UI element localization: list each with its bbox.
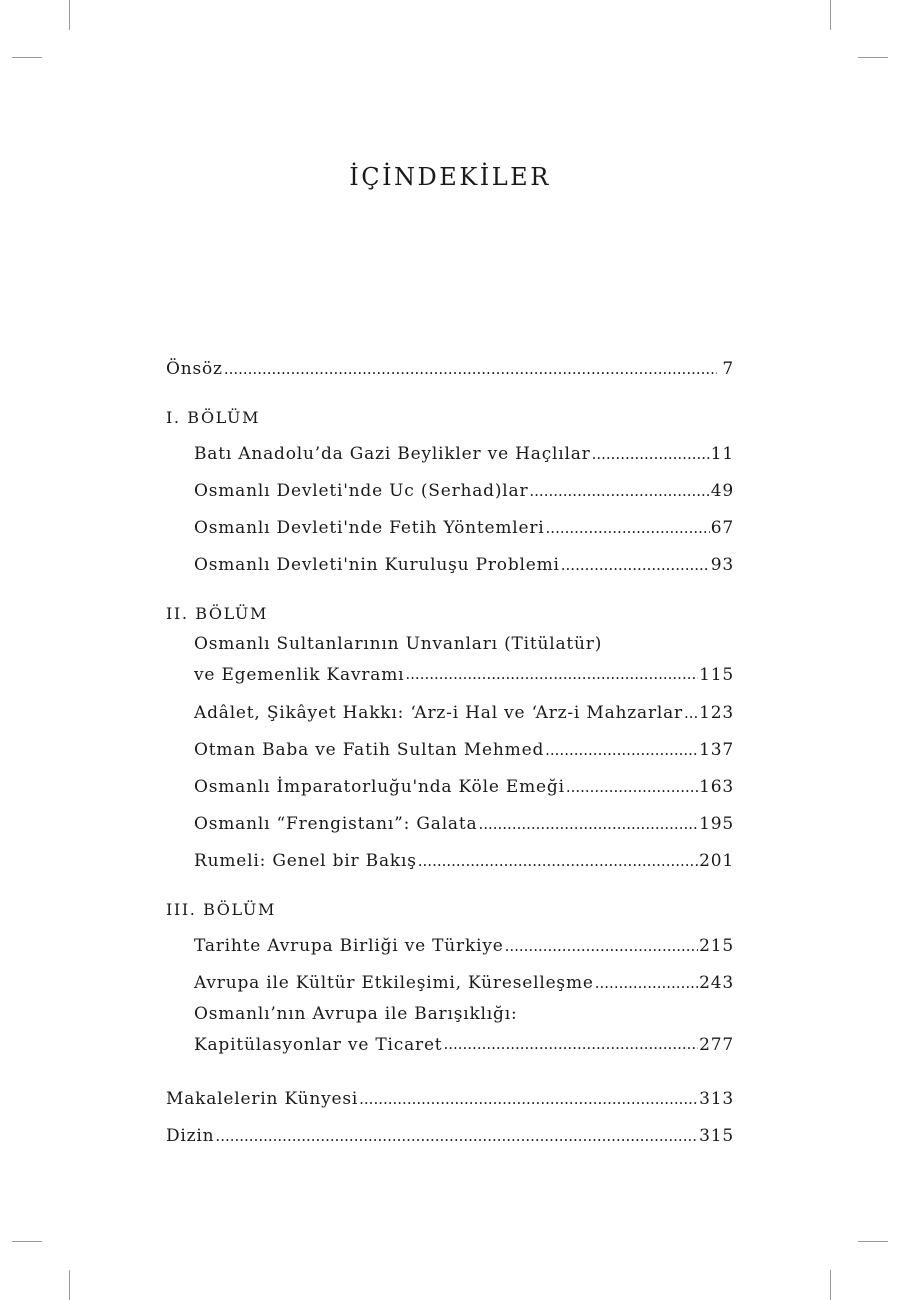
crop-mark bbox=[858, 1241, 888, 1242]
toc-entry-page: 11 bbox=[710, 443, 734, 464]
dot-leader bbox=[224, 360, 718, 378]
toc-entry-page: 243 bbox=[699, 972, 734, 993]
toc-entry-page: 67 bbox=[710, 517, 734, 538]
toc-entry-page: 7 bbox=[722, 358, 734, 379]
crop-mark bbox=[69, 0, 70, 30]
dot-leader bbox=[592, 445, 710, 463]
dot-leader bbox=[684, 704, 698, 722]
crop-mark bbox=[12, 1241, 42, 1242]
toc-entry-page: 277 bbox=[699, 1035, 734, 1055]
toc-entry-back-matter[interactable] bbox=[166, 1080, 734, 1117]
toc-entry-page: 93 bbox=[710, 554, 734, 575]
toc-entry[interactable] bbox=[166, 546, 734, 583]
toc-entry-title-line1: Osmanlı Sultanlarının Unvanları (Titülatür) bbox=[194, 634, 603, 654]
dot-leader bbox=[359, 1090, 698, 1108]
toc-entry[interactable] bbox=[166, 805, 734, 842]
page-title: İÇİNDEKİLER bbox=[349, 163, 551, 191]
toc-entry[interactable] bbox=[166, 435, 734, 472]
dot-leader bbox=[443, 1035, 698, 1055]
dot-leader bbox=[505, 937, 699, 955]
crop-mark bbox=[830, 0, 831, 30]
toc-entry[interactable] bbox=[166, 964, 734, 1001]
toc-entry-title-line1: Osmanlı’nın Avrupa ile Barışıklığı: bbox=[194, 1004, 518, 1024]
toc-entry[interactable] bbox=[166, 631, 734, 694]
toc-entry-page: 163 bbox=[699, 776, 734, 797]
crop-mark bbox=[69, 1270, 70, 1300]
crop-mark bbox=[858, 57, 888, 58]
toc-entry-title: Rumeli: Genel bir Bakış bbox=[194, 850, 417, 871]
dot-leader bbox=[478, 815, 698, 833]
toc-entry-title: Avrupa ile Kültür Etkileşimi, Küreselleşme bbox=[194, 972, 594, 993]
dot-leader bbox=[546, 519, 710, 537]
section-heading: II. BÖLÜM bbox=[166, 603, 269, 623]
toc-entry[interactable] bbox=[166, 731, 734, 768]
toc-entry-page: 215 bbox=[699, 935, 734, 956]
toc-entry-title: Osmanlı İmparatorluğu'nda Köle Emeği bbox=[194, 776, 565, 797]
toc-entry-page: 315 bbox=[699, 1125, 734, 1146]
toc-entry-title: Makalelerin Künyesi bbox=[166, 1088, 359, 1109]
toc-entry[interactable] bbox=[166, 694, 734, 731]
toc-entry-title: Osmanlı “Frengistanı”: Galata bbox=[194, 813, 478, 834]
toc-entry-title: Tarihte Avrupa Birliği ve Türkiye bbox=[194, 935, 504, 956]
toc-entry[interactable] bbox=[166, 842, 734, 879]
table-of-contents bbox=[166, 350, 734, 1154]
dot-leader bbox=[529, 482, 709, 500]
toc-entry-title: Adâlet, Şikâyet Hakkı: ‘Arz-i Hal ve ‘Arz-i Mahzarlar bbox=[194, 702, 683, 723]
toc-entry-title: Dizin bbox=[166, 1125, 215, 1146]
crop-mark bbox=[12, 57, 42, 58]
toc-entry-page: 137 bbox=[699, 739, 734, 760]
toc-entry-title-line2: Kapitülasyonlar ve Ticaret bbox=[194, 1035, 443, 1055]
toc-entry[interactable] bbox=[166, 509, 734, 546]
dot-leader bbox=[405, 665, 698, 685]
toc-entry-title: Osmanlı Devleti'nde Fetih Yöntemleri bbox=[194, 517, 545, 538]
toc-entry-page: 123 bbox=[699, 702, 734, 723]
toc-entry-title: Osmanlı Devleti'nin Kuruluşu Problemi bbox=[194, 554, 560, 575]
section-heading: I. BÖLÜM bbox=[166, 407, 261, 427]
dot-leader bbox=[215, 1127, 698, 1145]
toc-entry-preface[interactable] bbox=[166, 350, 734, 387]
dot-leader bbox=[595, 974, 698, 992]
toc-entry-page: 49 bbox=[710, 480, 734, 501]
toc-entry-title: Osmanlı Devleti'nde Uc (Serhad)lar bbox=[194, 480, 529, 501]
dot-leader bbox=[418, 852, 698, 870]
dot-leader bbox=[561, 556, 710, 574]
toc-entry-title: Otman Baba ve Fatih Sultan Mehmed bbox=[194, 739, 545, 760]
toc-entry-page: 115 bbox=[699, 665, 734, 685]
dot-leader bbox=[566, 778, 698, 796]
section-heading: III. BÖLÜM bbox=[166, 899, 276, 919]
toc-entry[interactable] bbox=[166, 927, 734, 964]
toc-entry-page: 313 bbox=[699, 1088, 734, 1109]
crop-mark bbox=[830, 1270, 831, 1300]
toc-entry-title-line2: ve Egemenlik Kavramı bbox=[194, 665, 405, 685]
toc-entry-page: 201 bbox=[699, 850, 734, 871]
toc-entry-title: Batı Anadolu’da Gazi Beylikler ve Haçlılar bbox=[194, 443, 591, 464]
dot-leader bbox=[545, 741, 698, 759]
toc-entry-back-matter[interactable] bbox=[166, 1117, 734, 1154]
toc-entry[interactable] bbox=[166, 768, 734, 805]
toc-entry[interactable] bbox=[166, 1001, 734, 1064]
toc-entry-page: 195 bbox=[699, 813, 734, 834]
toc-entry[interactable] bbox=[166, 472, 734, 509]
toc-entry-title: Önsöz bbox=[166, 358, 223, 379]
